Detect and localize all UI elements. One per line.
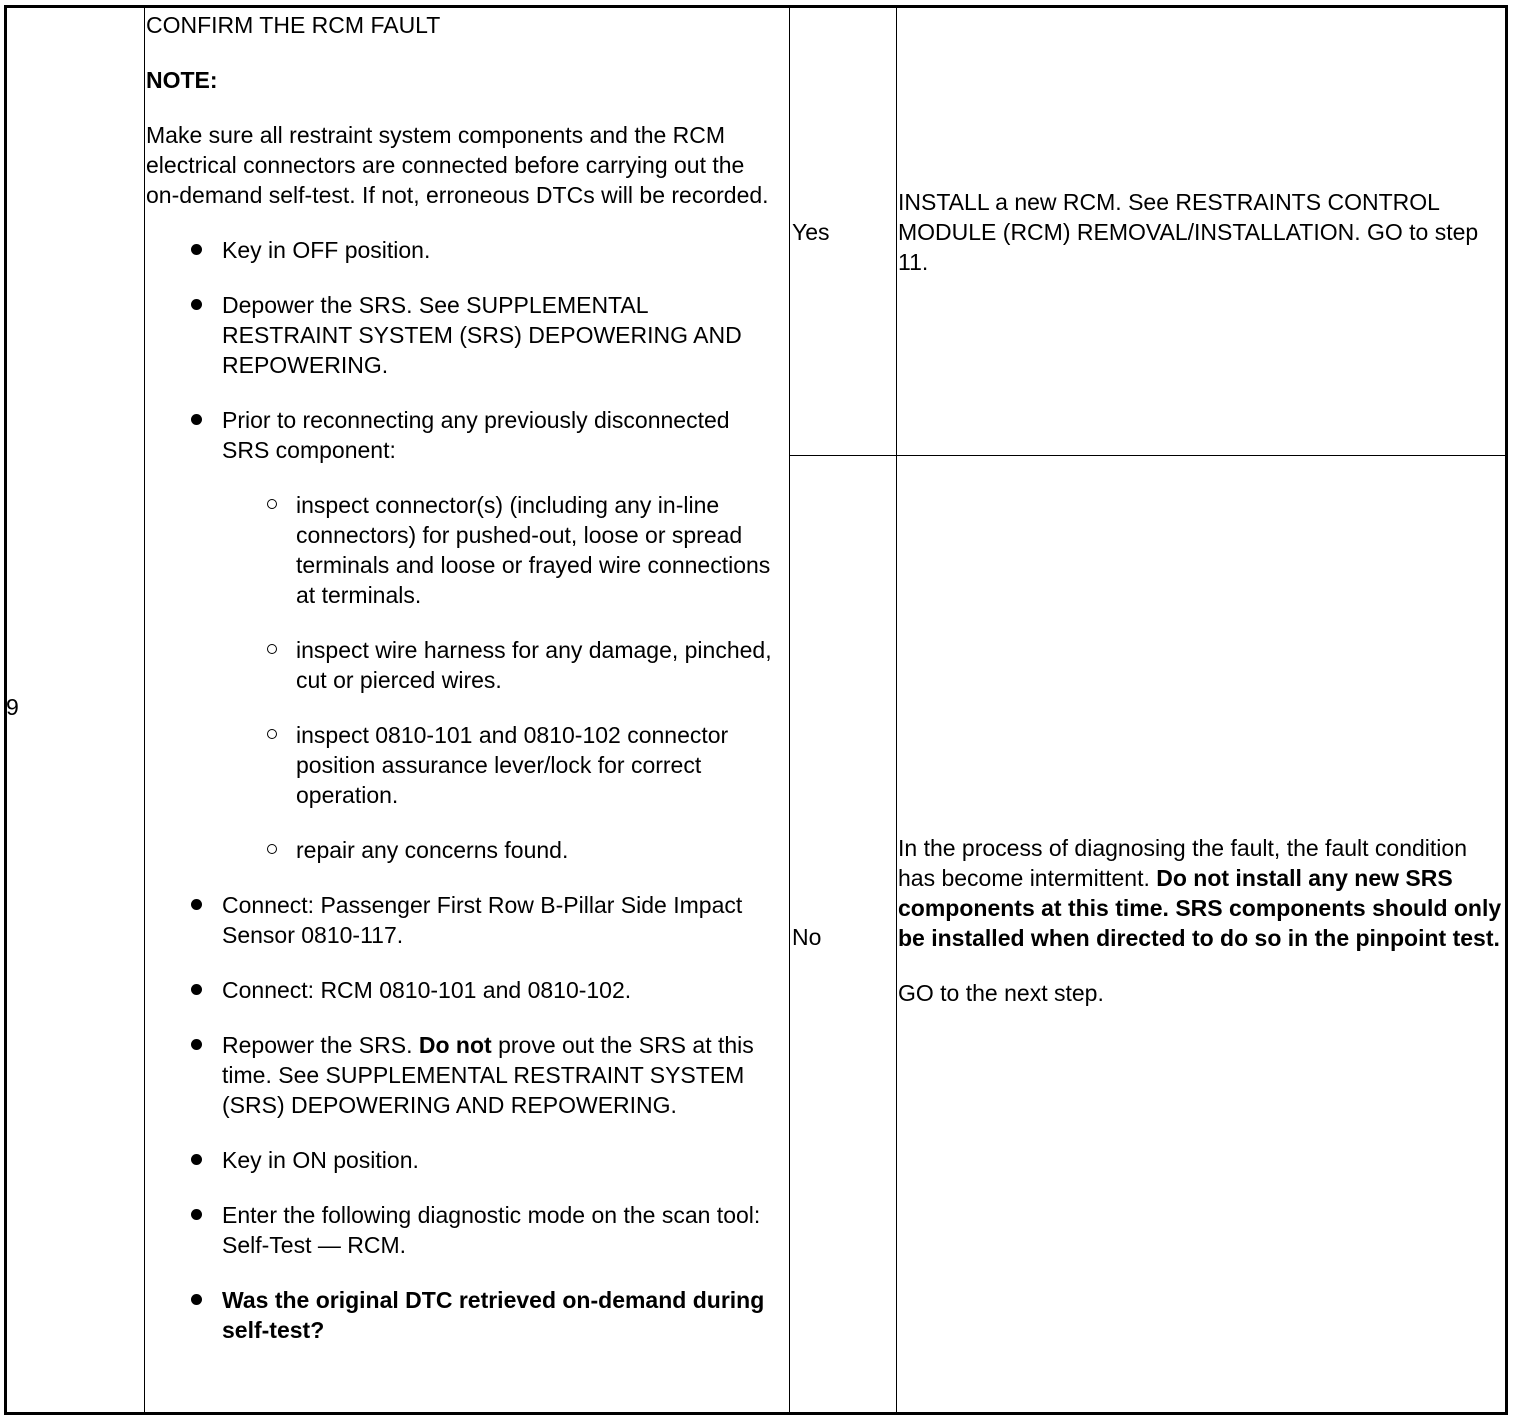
answer-yes-action: INSTALL a new RCM. See RESTRAINTS CONTROL MODULE (RCM) REMOVAL/INSTALLATION. GO to step 11.	[898, 189, 1479, 275]
sublist-item-inspect-cpa: inspect 0810-101 and 0810-102 connector position assurance lever/lock for correct operation.	[222, 720, 782, 810]
list-item-repower	[146, 1030, 782, 1120]
list-item-key-off: Key in OFF position.	[146, 235, 782, 265]
list-item-connect-sensor: Connect: Passenger First Row B-Pillar Side Impact Sensor 0810-117.	[146, 890, 782, 950]
column-divider-instructions	[789, 8, 790, 1412]
row-divider-yes-no	[789, 455, 1505, 456]
answer-no-action	[898, 833, 1502, 1033]
list-item-connect-rcm: Connect: RCM 0810-101 and 0810-102.	[146, 975, 782, 1005]
repower-text-bold: Do not	[418, 1032, 492, 1058]
answer-no-text: In the process of diagnosing the fault, the fault condition has become intermittent.	[898, 835, 1467, 891]
step-instructions	[146, 10, 782, 1345]
repower-text-pre: Repower the SRS.	[222, 1032, 419, 1058]
list-item-key-on: Key in ON position.	[146, 1145, 782, 1175]
step-number: 9	[6, 694, 19, 720]
sublist-item-inspect-connectors: inspect connector(s) (including any in-line connectors) for pushed-out, loose or spread terminals and loose or frayed wire connections at terminals.	[222, 490, 782, 610]
note-text: Make sure all restraint system components and the RCM electrical connectors are connected before carrying out the on-demand self-test. If not, erroneous DTCs will be recorded.	[146, 122, 769, 208]
answer-no-next-step: GO to the next step.	[898, 980, 1104, 1006]
answer-no-label: No	[792, 924, 822, 950]
instruction-list	[146, 235, 782, 1345]
sublist-item-inspect-harness: inspect wire harness for any damage, pinched, cut or pierced wires.	[222, 635, 782, 695]
column-divider-answer	[896, 8, 897, 1412]
step-title: CONFIRM THE RCM FAULT	[146, 12, 441, 38]
inspection-sublist	[222, 490, 782, 865]
list-item-enter-mode: Enter the following diagnostic mode on the scan tool: Self-Test — RCM.	[146, 1200, 782, 1260]
answer-no-warning: Do not install any new SRS components at this time. SRS components should only be installed when directed to do so in the pinpoint test.	[898, 865, 1502, 951]
list-item-question: Was the original DTC retrieved on-demand during self-test?	[146, 1285, 782, 1345]
column-divider-step	[144, 8, 145, 1412]
list-item-depower: Depower the SRS. See SUPPLEMENTAL RESTRAINT SYSTEM (SRS) DEPOWERING AND REPOWERING.	[146, 290, 782, 380]
repower-text-post: prove out the SRS at this time. See SUPPLEMENTAL RESTRAINT SYSTEM (SRS) DEPOWERING AND REPOWERING.	[222, 1032, 754, 1118]
sublist-item-repair: repair any concerns found.	[222, 835, 782, 865]
note-label: NOTE:	[146, 67, 218, 93]
prior-reconnect-text: Prior to reconnecting any previously disconnected SRS component:	[222, 407, 730, 463]
answer-no-paragraph	[898, 833, 1502, 953]
list-item-prior-reconnect	[146, 405, 782, 865]
answer-yes-label: Yes	[792, 219, 830, 245]
